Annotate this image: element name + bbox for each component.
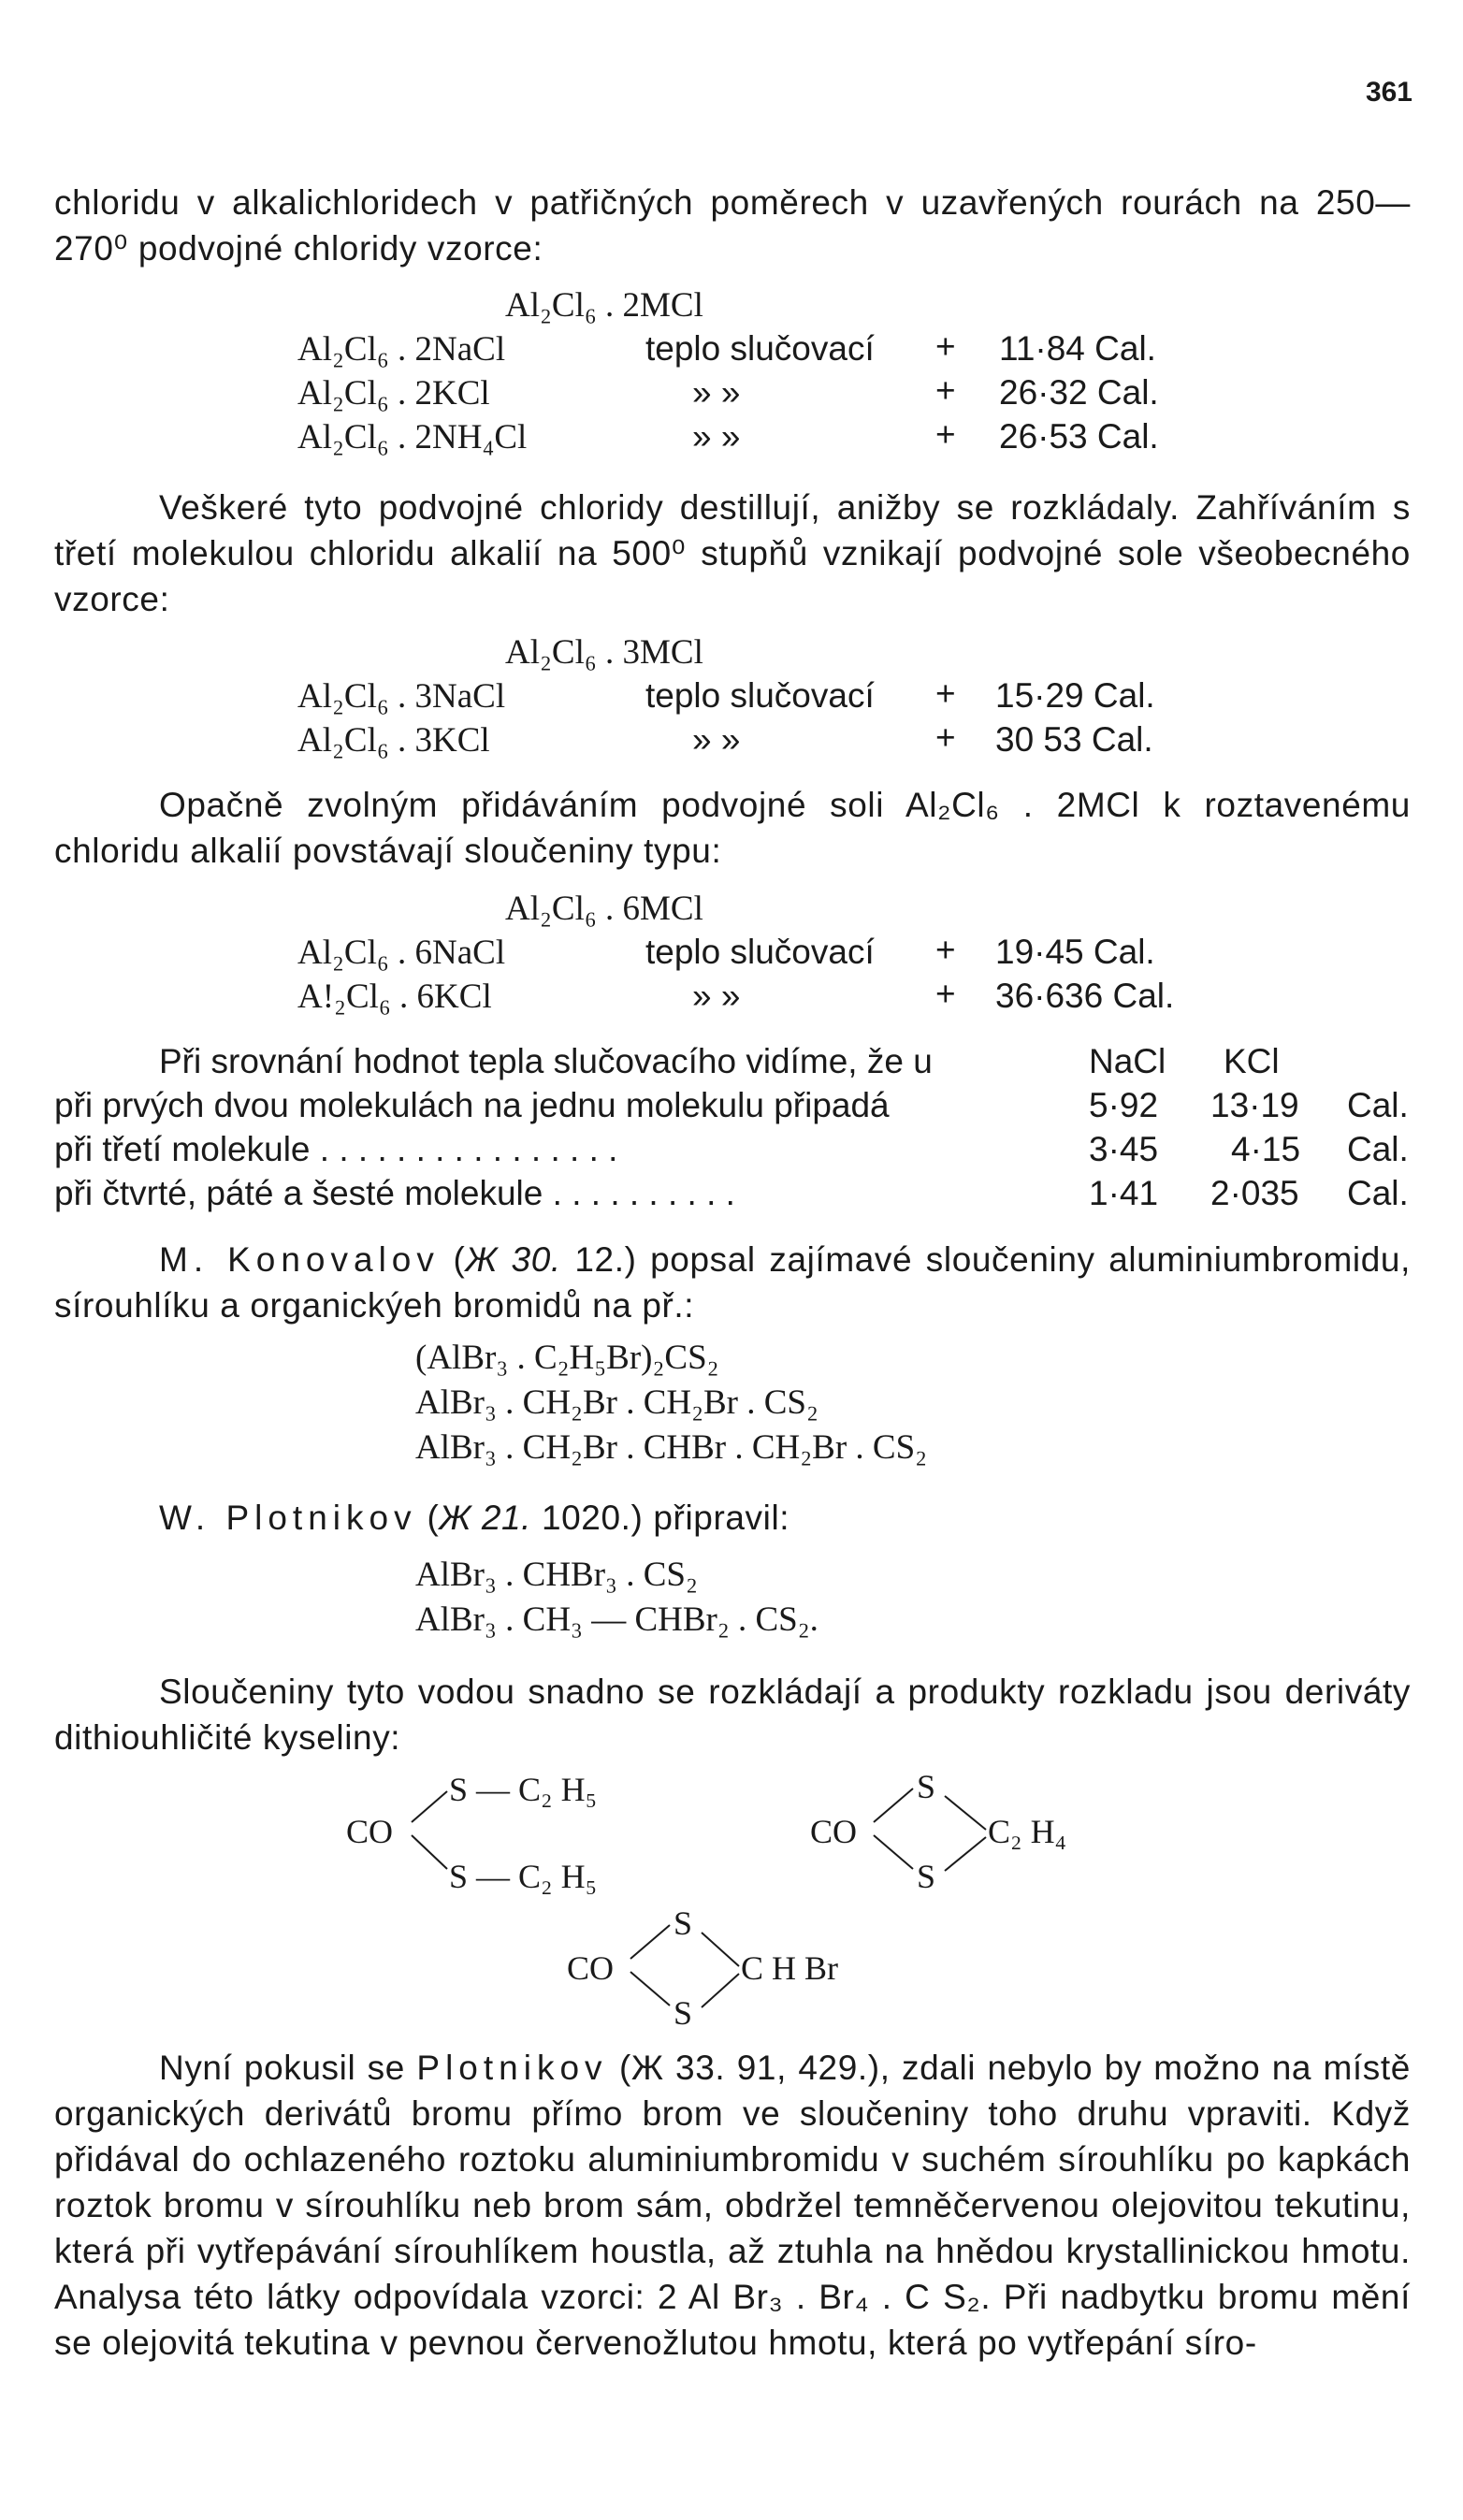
formula-label: » » (692, 720, 741, 759)
comparison-value-nacl: 3·45 (1089, 1130, 1159, 1168)
journal-abbrev: Ж (465, 1240, 498, 1279)
paragraph-5: W. Plotnikov (Ж 21. 1020.) připravil: (159, 1499, 790, 1537)
formula-header: Al₂Cl₆ . 2MCl (505, 286, 703, 325)
paragraph-2: Veškeré tyto podvojné chloridy destillují, anižby se rozkládaly. Zahříváním s třetí molekulou chloridu alkalií na 500⁰ stupňů vznikají podvojné sole všeobecného vzorce: (54, 488, 1411, 618)
structure-top-s: S (917, 1768, 936, 1805)
formula: Al₂Cl₆ . 2NH₄Cl (297, 418, 528, 456)
formula: Al₂Cl₆ . 6NaCl (297, 934, 506, 972)
journal-reference: (Ж 33. 91, 429.), (618, 2049, 891, 2087)
formula: Al₂Cl₆ . 3NaCl (297, 677, 506, 716)
formula-label: » » (692, 977, 741, 1015)
bond-line (412, 1791, 447, 1822)
comparison-col-kcl: KCl (1224, 1042, 1280, 1080)
formula-label: teplo slučovací (645, 933, 875, 971)
structure-co: CO (567, 1949, 615, 1987)
page-number: 361 (1365, 77, 1412, 108)
comparison-value-nacl: 1·41 (1089, 1174, 1159, 1212)
comparison-unit: Cal. (1347, 1174, 1409, 1212)
formula-value: 15·29 Cal. (995, 676, 1155, 715)
author-name: Plotnikov (416, 2049, 608, 2087)
comparison-intro: Při srovnání hodnot tepla slučovacího vidíme, že u (159, 1042, 933, 1080)
comparison-label: při třetí molekule . . . . . . . . . . . . . . . . (54, 1130, 618, 1168)
comparison-unit: Cal. (1347, 1130, 1409, 1168)
formula: AlBr₃ . CH₂Br . CH₂Br . CS₂ (415, 1383, 818, 1422)
structure-top-group: S — C₂ H₅ (449, 1771, 598, 1808)
bond-line (945, 1837, 986, 1871)
bond-line (630, 1972, 670, 2006)
comparison-value-kcl: 13·19 (1210, 1086, 1299, 1124)
formula-sign: + (935, 975, 956, 1013)
paragraph-4: M. Konovalov (Ж 30. 12.) popsal zajímavé sloučeniny aluminiumbromidu, sírouhlíku a organickýeh bromidů na př.: (54, 1240, 1411, 1325)
formula: AlBr₃ . CH₂Br . CHBr . CH₂Br . CS₂ (415, 1428, 928, 1467)
formula: AlBr₃ . CHBr₃ . CS₂ (415, 1556, 698, 1594)
paragraph-7 (54, 2045, 1411, 2366)
bond-line (702, 1974, 739, 2007)
formula-header: Al₂Cl₆ . 6MCl (505, 890, 703, 928)
formula-sign: + (935, 718, 956, 757)
comparison-value-kcl: 4·15 (1231, 1130, 1301, 1168)
journal-page: 1020.) (541, 1499, 644, 1537)
comparison-header-row (54, 1042, 1411, 1088)
structure-right-group: C H Br (741, 1949, 839, 1987)
journal-volume: 21. (481, 1499, 532, 1537)
structure-diethyl-dithiocarbonate (346, 1768, 645, 1908)
formula: Al₂Cl₆ . 2KCl (297, 374, 490, 413)
structure-bromoethylene-dithiocarbonate (567, 1893, 904, 2043)
comparison-value-nacl: 5·92 (1089, 1086, 1159, 1124)
paragraph-text: zdali nebylo by možno na místě organických derivátů bromu přímo brom ve sloučeniny toho druhu vpraviti. Když přidával do ochlazeného roztoku aluminiumbromidu v suchém sírouhlíku po kapkách roztok bromu v sírouhlíku neb brom sám, obdržel temněčervenou olejovitou tekutinu, která při vytřepávání sírouhlíkem houstla, až ztuhla na hnědou krystallinickou hmotu. Analysa této látky odpovídala vzorci: 2 Al Br₃ . Br₄ . C S₂. Při nadbytku bromu mění se olejovitá tekutina v pevnou červenožlutou hmotu, která po vytřepání síro- (54, 2049, 1411, 2362)
comparison-unit: Cal. (1347, 1086, 1409, 1124)
formula: AlBr₃ . CH₃ — CHBr₂ . CS₂. (415, 1600, 818, 1639)
formula-label: » » (692, 373, 741, 412)
formula-value: 26·32 Cal. (999, 373, 1159, 412)
paragraph-start: Nyní pokusil se (159, 2049, 405, 2087)
formula: Al₂Cl₆ . 3KCl (297, 721, 490, 760)
formula-label: teplo slučovací (645, 329, 875, 368)
journal-page: 12.) (574, 1240, 637, 1279)
author-name: W. Plotnikov (159, 1499, 417, 1537)
bond-line (945, 1796, 986, 1830)
formula-sign: + (935, 931, 956, 969)
formula-sign: + (935, 674, 956, 713)
formula-value: 19·45 Cal. (995, 933, 1155, 971)
paragraph-text: popsal zajímavé sloučeniny aluminiumbromidu, sírouhlíku a organickýeh bromidů na př.: (54, 1240, 1411, 1325)
formula-label: » » (692, 417, 741, 456)
structure-right-group: C₂ H₄ (988, 1813, 1067, 1850)
formula: A!₂Cl₆ . 6KCl (297, 978, 492, 1016)
structure-bottom-s: S (917, 1858, 936, 1895)
comparison-row (54, 1086, 1411, 1132)
bond-line (874, 1835, 913, 1869)
formula-value: 30 53 Cal. (995, 720, 1153, 759)
formula-sign: + (935, 327, 956, 366)
formula-value: 36·636 Cal. (995, 977, 1175, 1015)
formula-value: 11·84 Cal. (999, 329, 1156, 368)
formula-value: 26·53 Cal. (999, 417, 1159, 456)
comparison-label: při čtvrté, páté a šesté molekule . . . . . . . . . . (54, 1174, 735, 1212)
structure-bottom-s: S (674, 1994, 693, 2032)
formula-sign: + (935, 371, 956, 410)
journal-volume: 30. (511, 1240, 561, 1279)
structure-ethylene-dithiocarbonate (810, 1768, 1147, 1908)
paragraph-3: Opačně zvolným přidáváním podvojné soli Al₂Cl₆ . 2MCl k roztavenému chloridu alkalií povstávají sloučeniny typu: (54, 786, 1411, 870)
formula-header: Al₂Cl₆ . 3MCl (505, 633, 703, 672)
bond-line (874, 1789, 913, 1822)
bond-line (630, 1925, 670, 1959)
formula-sign: + (935, 415, 956, 454)
formula: Al₂Cl₆ . 2NaCl (297, 330, 506, 369)
structure-bottom-group: S — C₂ H₅ (449, 1858, 598, 1895)
structure-co: CO (346, 1813, 394, 1850)
journal-abbrev: Ж (439, 1499, 471, 1537)
author-name: M. Konovalov (159, 1240, 440, 1279)
paragraph-6: Sloučeniny tyto vodou snadno se rozkládají a produkty rozkladu jsou deriváty dithiouhličité kyseliny: (54, 1673, 1411, 1757)
comparison-label: při prvých dvou molekulách na jednu molekulu připadá (54, 1086, 890, 1124)
comparison-row (54, 1130, 1411, 1176)
bond-line (412, 1835, 447, 1869)
structure-top-s: S (674, 1904, 693, 1942)
bond-line (702, 1933, 739, 1966)
formula-label: teplo slučovací (645, 676, 875, 715)
comparison-col-nacl: NaCl (1089, 1042, 1166, 1080)
comparison-row (54, 1174, 1411, 1220)
formula: (AlBr₃ . C₂H₅Br)₂CS₂ (415, 1339, 719, 1377)
comparison-value-kcl: 2·035 (1210, 1174, 1299, 1212)
paragraph-1: chloridu v alkalichloridech v patřičných poměrech v uzavřených rourách na 250—270⁰ podvojné chloridy vzorce: (54, 183, 1411, 268)
paragraph-text: připravil: (653, 1499, 790, 1537)
structure-co: CO (810, 1813, 858, 1850)
